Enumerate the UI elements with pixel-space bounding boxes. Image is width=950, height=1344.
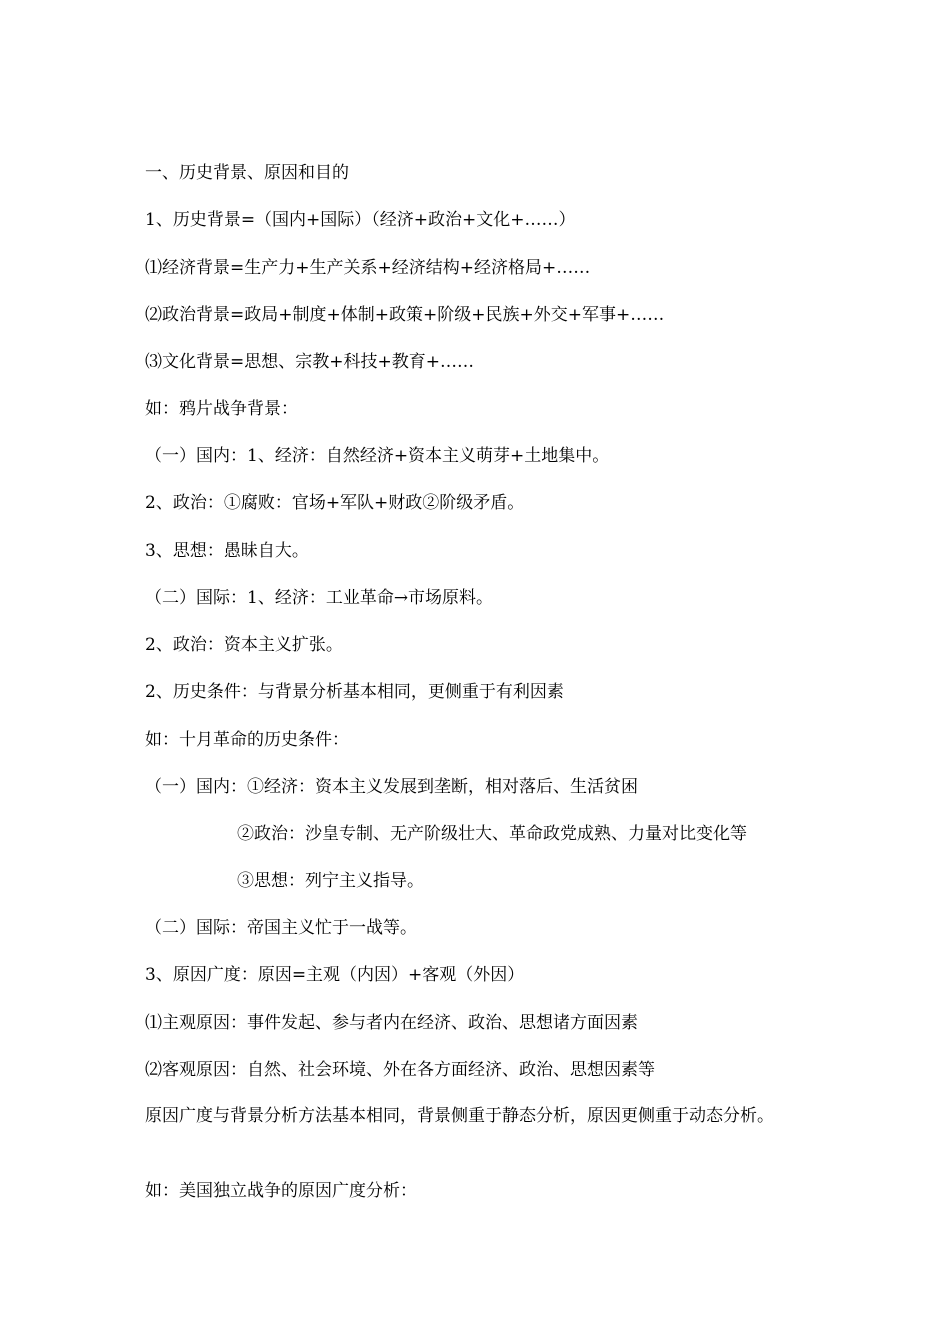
text-line: 2、政治：①腐败：官场+军队+财政②阶级矛盾。 <box>145 493 525 513</box>
text-line: 2、政治：资本主义扩张。 <box>145 635 343 655</box>
text-line: ⑵客观原因：自然、社会环境、外在各方面经济、政治、思想因素等 <box>145 1060 655 1080</box>
text-paragraph: 原因广度与背景分析方法基本相同，背景侧重于静态分析，原因更侧重于动态分析。 <box>145 1106 774 1126</box>
text-line: （一）国内：①经济：资本主义发展到垄断，相对落后、生活贫困 <box>145 777 638 797</box>
text-line: （二）国际：帝国主义忙于一战等。 <box>145 918 417 938</box>
text-line: （二）国际：1、经济：工业革命→市场原料。 <box>145 588 494 608</box>
text-line: 如：鸦片战争背景： <box>145 399 298 419</box>
section-heading: 一、历史背景、原因和目的 <box>145 163 349 183</box>
text-line-indented: ③思想：列宁主义指导。 <box>237 871 424 891</box>
text-line: 3、原因广度：原因=主观（内因）+客观（外因） <box>145 965 525 985</box>
text-line: 如：美国独立战争的原因广度分析： <box>145 1181 417 1201</box>
text-line: ⑶文化背景=思想、宗教+科技+教育+…… <box>145 352 474 372</box>
text-line: ⑴主观原因：事件发起、参与者内在经济、政治、思想诸方面因素 <box>145 1013 638 1033</box>
text-line-indented: ②政治：沙皇专制、无产阶级壮大、革命政党成熟、力量对比变化等 <box>237 824 747 844</box>
text-line: ⑵政治背景=政局+制度+体制+政策+阶级+民族+外交+军事+…… <box>145 305 665 325</box>
text-line: ⑴经济背景=生产力+生产关系+经济结构+经济格局+…… <box>145 258 591 278</box>
text-line: 如：十月革命的历史条件： <box>145 730 349 750</box>
text-line: 3、思想：愚昧自大。 <box>145 541 309 561</box>
text-line: 2、历史条件：与背景分析基本相同，更侧重于有利因素 <box>145 682 564 702</box>
text-line: 1、历史背景=（国内+国际）（经济+政治+文化+……） <box>145 210 576 230</box>
text-line: （一）国内：1、经济：自然经济+资本主义萌芽+土地集中。 <box>145 446 610 466</box>
